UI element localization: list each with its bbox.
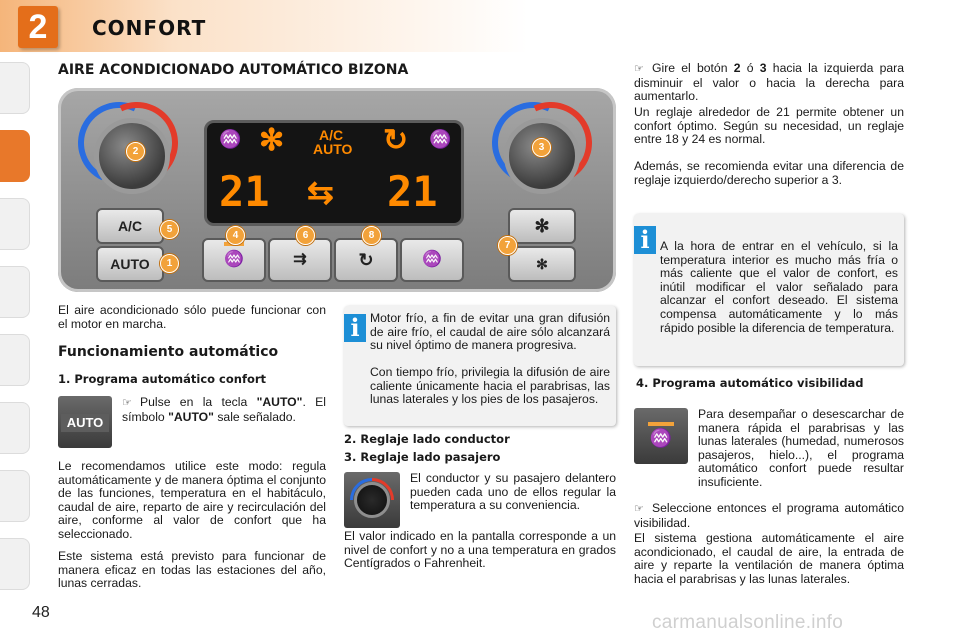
callout-5: 5	[160, 220, 179, 239]
step1-text-a: Pulse en la tecla	[140, 395, 257, 409]
step1-instruction	[122, 396, 326, 424]
step1-bold-a: "AUTO"	[256, 395, 303, 409]
step4-title: 4. Programa automático visibilidad	[636, 376, 864, 390]
display-ac: A/C	[319, 127, 344, 143]
defrost-icon: ♒	[219, 129, 242, 149]
entering-vehicle-text: A la hora de entrar en el vehículo, si la temperatura interior es mucho más fría o más caliente que el valor de confort, es inútil modificar el valor señalado para alcanzar el confort deseado. El sistema compensa automáticamente y lo más rápido posible la diferencia de temperatura.	[660, 239, 898, 335]
temperature-adjust-text: El conductor y su pasajero delantero pueden cada uno de ellos regular la temperatura a su conveniencia.	[410, 471, 616, 513]
bullet-arrow-icon-2: ☞	[634, 63, 644, 75]
select-visibility-instruction	[634, 502, 904, 530]
bullet1-bold-2: 2	[733, 61, 741, 75]
seasons-paragraph: Este sistema está previsto para funcionar de manera eficaz en todas las estaciones del año, lunas cerradas.	[58, 549, 326, 591]
side-tab-6[interactable]	[0, 402, 30, 454]
automatic-operation-heading: Funcionamiento automático	[58, 344, 279, 360]
callout-4: 4	[226, 226, 245, 245]
optimal-setting-paragraph: Un reglaje alrededor de 21 permite obtener un confort óptimo. Según su necesidad, un reglaje entre 18 y 24 es normal.	[634, 105, 904, 147]
side-tab-1[interactable]	[0, 62, 30, 114]
air-distribution-button[interactable]	[268, 238, 332, 282]
display-temp-left: 21	[219, 167, 270, 216]
fan-high-icon: ✻	[534, 216, 550, 236]
auto-button-thumbnail	[58, 396, 112, 448]
fan-low-icon: ✻	[536, 256, 548, 272]
side-tab-4[interactable]	[0, 266, 30, 318]
step2-title: 2. Reglaje lado conductor	[344, 432, 510, 446]
info-icon: i	[344, 314, 366, 342]
air-distribution-icon: ⇆	[307, 174, 334, 210]
bullet1-text-c: hacia la izquierda para disminuir el valor o hacia la derecha para aumentarlo.	[634, 61, 904, 104]
bullet1-or: ó	[740, 61, 760, 75]
display-screen	[204, 120, 464, 226]
knob-thumb-arc	[341, 469, 403, 531]
system-manages-paragraph: El sistema gestiona automáticamente el aire acondicionado, el caudal de aire, la entrada de aire y reparte la ventilación de manera óptima hacia el parabrisas y las lunas laterales.	[634, 531, 904, 586]
difference-paragraph: Además, se recomienda evitar una diferencia de reglaje izquierdo/derecho superior a 3.	[634, 159, 904, 187]
step1-text-b: . El símbolo	[122, 395, 326, 424]
step1-text-c: sale señalado.	[213, 409, 296, 424]
info-icon-2: i	[634, 226, 656, 254]
display-temp-right: 21	[387, 167, 438, 216]
chapter-number: 2	[18, 6, 58, 48]
ac-button[interactable]: A/C	[96, 208, 164, 244]
recirculation-icon: ↻	[383, 124, 409, 157]
fan-increase-button[interactable]	[508, 208, 576, 244]
step1-bold-b: "AUTO"	[168, 409, 214, 424]
bullet-arrow-icon: ☞	[122, 397, 132, 409]
temperature-knob-thumbnail	[344, 472, 400, 528]
info-paragraph-2: Con tiempo frío, privilegia la difusión de aire caliente únicamente hacia el parabrisas, las lunas laterales y los pies de los pasajeros.	[370, 365, 610, 407]
callout-3: 3	[532, 138, 551, 157]
side-tab-2-active[interactable]	[0, 130, 30, 182]
windshield-thumb-icon: ♒	[649, 428, 673, 448]
visibility-button-thumbnail	[634, 408, 688, 464]
section-title: AIRE ACONDICIONADO AUTOMÁTICO BIZONA	[58, 62, 409, 78]
watermark: carmanualsonline.info	[652, 612, 844, 633]
callout-2: 2	[126, 142, 145, 161]
side-tab-3[interactable]	[0, 198, 30, 250]
recirculation-button-icon: ↻	[358, 250, 374, 270]
fan-decrease-button[interactable]	[508, 246, 576, 282]
side-tab-5[interactable]	[0, 334, 30, 386]
rear-window-defrost-button[interactable]	[400, 238, 464, 282]
visibility-thumb-indicator	[648, 422, 674, 426]
side-tab-7[interactable]	[0, 470, 30, 522]
intro-text: El aire acondicionado sólo puede funcionar con el motor en marcha.	[58, 303, 326, 331]
recirculation-button[interactable]	[334, 238, 398, 282]
callout-6: 6	[296, 226, 315, 245]
auto-button[interactable]: AUTO	[96, 246, 164, 282]
turn-knob-instruction	[634, 62, 904, 104]
chapter-title: CONFORT	[92, 16, 207, 40]
side-tab-8[interactable]	[0, 538, 30, 590]
bullet2-text: Seleccione entonces el programa automático visibilidad.	[634, 501, 904, 530]
bullet1-text-a: Gire el botón	[652, 61, 734, 75]
display-auto: AUTO	[313, 141, 353, 157]
info-paragraph-1: Motor frío, a fin de evitar una gran difusión de aire frío, el caudal de aire sólo alcanzará su nivel óptimo de manera progresiva.	[370, 311, 610, 353]
air-flow-icon: ⇉	[293, 251, 307, 268]
bullet-arrow-icon-3: ☞	[634, 503, 644, 515]
comfort-level-paragraph: El valor indicado en la pantalla corresponde a un nivel de confort y no a una temperatura en grados Centígrados o Fahrenheit.	[344, 529, 616, 571]
rear-defrost-button-icon: ♒	[422, 251, 442, 268]
rear-defrost-icon: ♒	[429, 129, 452, 149]
step1-title: 1. Programa automático confort	[58, 372, 267, 386]
page-number: 48	[32, 604, 50, 621]
callout-8: 8	[362, 226, 381, 245]
climate-control-panel	[58, 88, 616, 292]
auto-thumb-label: AUTO	[61, 414, 109, 432]
bullet1-bold-3: 3	[759, 61, 767, 75]
windshield-defrost-icon: ♒	[224, 251, 244, 268]
visibility-text: Para desempañar o desescarchar de manera rápida el parabrisas y las lunas laterales (humedad, numerosos pasajeros, hielo...), el programa automático confort puede resultar insuficiente.	[698, 407, 904, 489]
fan-icon: ✻	[259, 124, 285, 157]
step3-title: 3. Reglaje lado pasajero	[344, 450, 501, 464]
callout-7: 7	[498, 236, 517, 255]
callout-1: 1	[160, 254, 179, 273]
recommendation-paragraph: Le recomendamos utilice este modo: regula automáticamente y de manera óptima el conjunto de las funciones, temperatura en el habitáculo, caudal de aire, reparto de aire y recirculación del aire, conforme al valor de confort que ha seleccionado.	[58, 459, 326, 541]
